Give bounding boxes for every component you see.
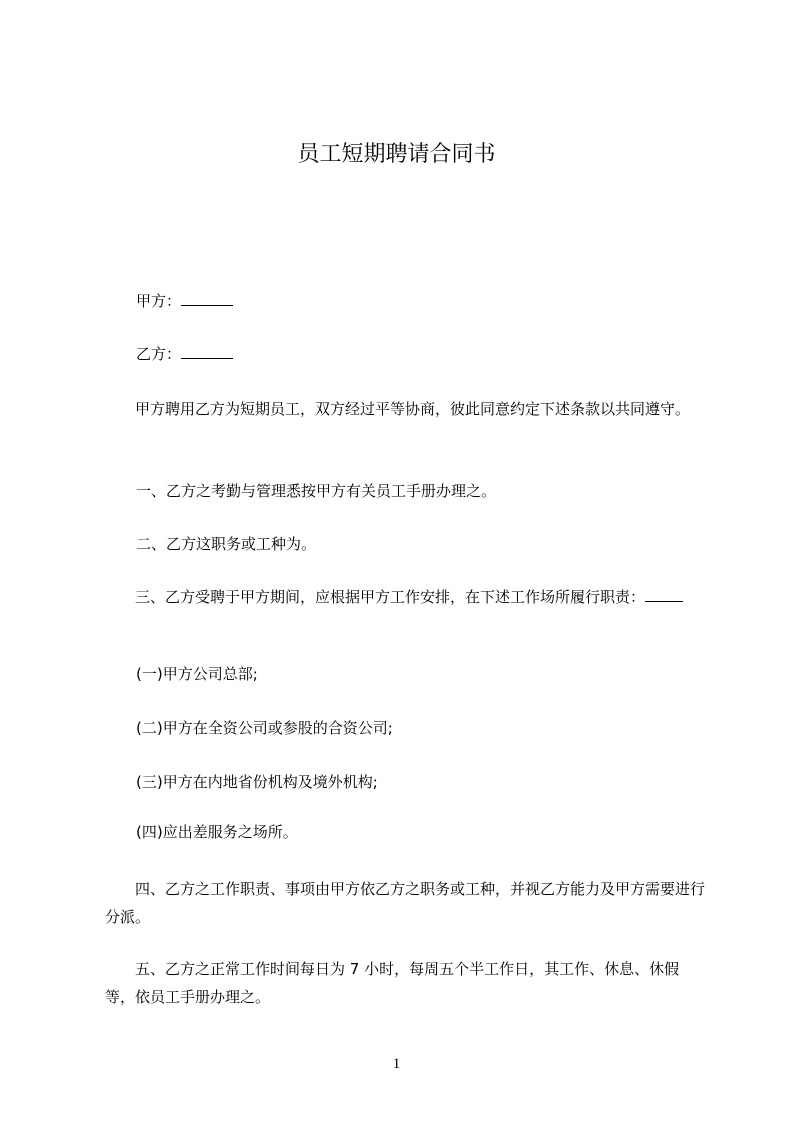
clause-3: [105, 583, 705, 611]
page-number: 1: [392, 1056, 401, 1072]
clause-3-blank: [645, 587, 683, 602]
clause-1: 一、乙方之考勤与管理悉按甲方有关员工手册办理之。: [136, 482, 497, 500]
document-title: 员工短期聘请合同书: [297, 142, 496, 167]
list-item-1: (一)甲方公司总部;: [136, 665, 258, 683]
party-a-blank: [181, 291, 233, 306]
clause-5: 五、乙方之正常工作时间每日为 7 小时，每周五个半工作日，其工作、休息、休假等，依员工手册办理之。: [105, 960, 680, 1006]
intro-paragraph: 甲方聘用乙方为短期员工，双方经过平等协商，彼此同意约定下述条款以共同遵守。: [135, 400, 691, 418]
list-item-2: (二)甲方在全资公司或参股的合资公司;: [136, 719, 393, 737]
party-b-label: 乙方：: [136, 345, 182, 363]
party-b-blank: [181, 344, 233, 359]
list-item-4: (四)应出差服务之场所。: [136, 823, 298, 841]
clause-4: 四、乙方之工作职责、事项由甲方依乙方之职务或工种，并视乙方能力及甲方需要进行分派。: [105, 880, 706, 926]
party-a-line: [136, 287, 233, 315]
clause-3-text: 三、乙方受聘于甲方期间，应根据甲方工作安排，在下述工作场所履行职责：: [135, 588, 646, 606]
party-a-label: 甲方：: [136, 292, 182, 310]
clause-2: 二、乙方这职务或工种为。: [136, 535, 317, 553]
list-item-3: (三)甲方在内地省份机构及境外机构;: [136, 773, 378, 791]
party-b-line: [136, 340, 233, 368]
